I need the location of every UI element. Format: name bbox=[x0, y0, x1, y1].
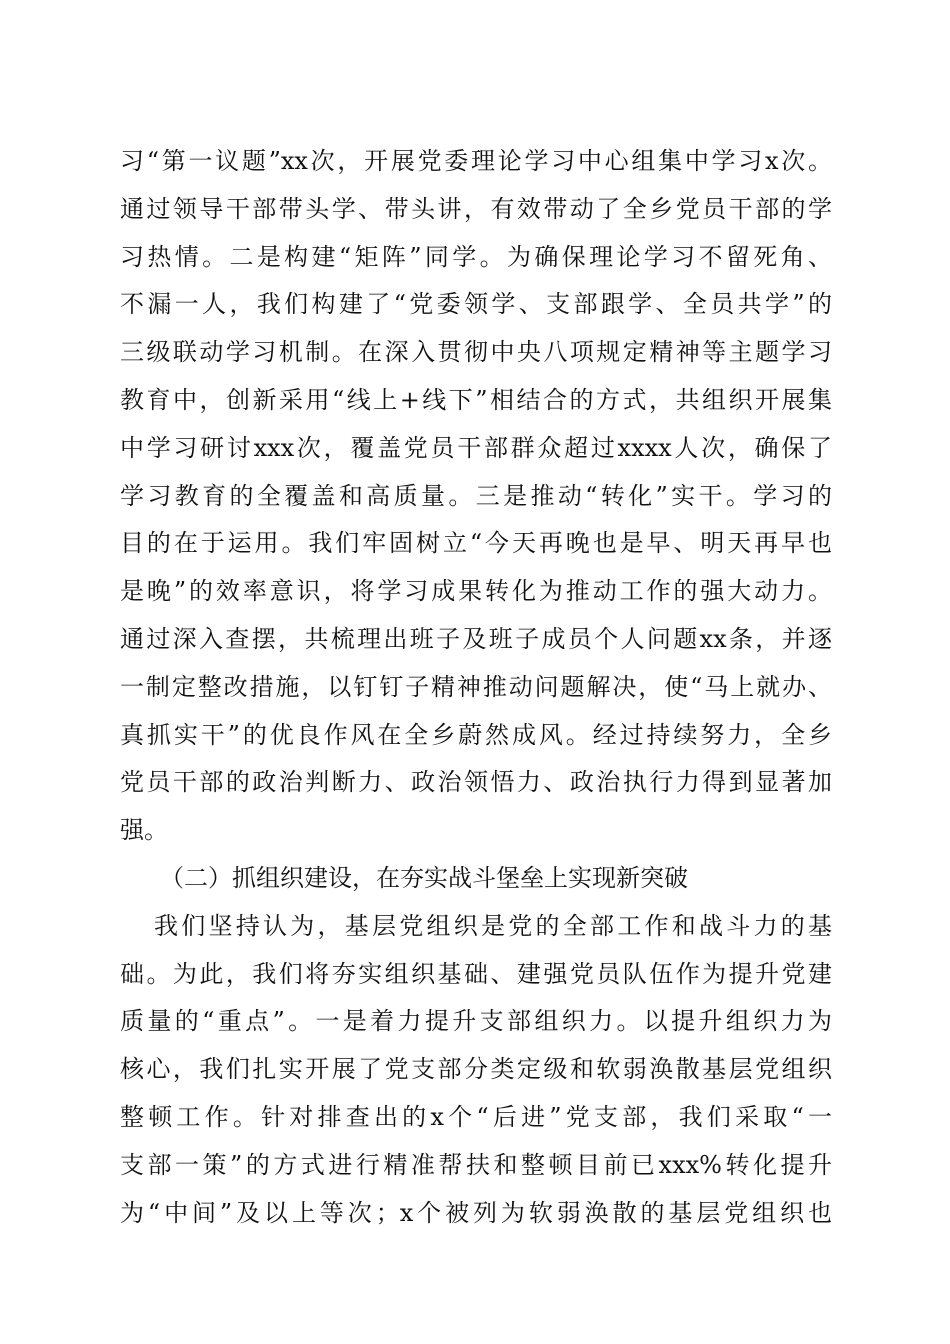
text-line: 我们坚持认为，基层党组织是党的全部工作和战斗力的基 bbox=[154, 911, 832, 940]
text-line: 真抓实干”的优良作风在全乡蔚然成风。经过持续努力，全乡 bbox=[120, 720, 832, 749]
text-line: 习热情。二是构建“矩阵”同学。为确保理论学习不留死角、 bbox=[120, 242, 832, 271]
text-line: 础。为此，我们将夯实组织基础、建强党员队伍作为提升党建 bbox=[120, 959, 832, 988]
text-line: 教育中，创新采用“线上+线下”相结合的方式，共组织开展集 bbox=[120, 385, 832, 414]
text-line: 一制定整改措施，以钉钉子精神推动问题解决，使“马上就办、 bbox=[120, 672, 832, 701]
paragraph-study bbox=[120, 138, 832, 855]
text-line: 质量的“重点”。一是着力提升支部组织力。以提升组织力为 bbox=[120, 1007, 832, 1036]
document-page bbox=[120, 138, 832, 1237]
text-line: 学习教育的全覆盖和高质量。三是推动“转化”实干。学习的 bbox=[120, 481, 832, 510]
text-line: 不漏一人，我们构建了“党委领学、支部跟学、全员共学”的 bbox=[120, 290, 832, 319]
text-line: 通过领导干部带头学、带头讲，有效带动了全乡党员干部的学 bbox=[120, 194, 832, 223]
text-line: 习“第一议题”xx次，开展党委理论学习中心组集中学习x次。 bbox=[120, 147, 832, 175]
text-line: 党员干部的政治判断力、政治领悟力、政治执行力得到显著加 bbox=[120, 768, 832, 797]
paragraph-organization bbox=[120, 903, 832, 1238]
text-line: 为“中间”及以上等次；x个被列为软弱涣散的基层党组织也 bbox=[120, 1198, 832, 1227]
text-line: 目的在于运用。我们牢固树立“今天再晚也是早、明天再早也 bbox=[120, 529, 832, 558]
text-line: 通过深入查摆，共梳理出班子及班子成员个人问题xx条，并逐 bbox=[120, 624, 832, 653]
text-line: 三级联动学习机制。在深入贯彻中央八项规定精神等主题学习 bbox=[120, 338, 832, 367]
section-heading: （二）抓组织建设，在夯实战斗堡垒上实现新突破 bbox=[160, 863, 688, 892]
text-line: 支部一策”的方式进行精准帮扶和整顿目前已xxx%转化提升 bbox=[120, 1150, 832, 1179]
text-line: 整顿工作。针对排查出的x个“后进”党支部，我们采取“一 bbox=[120, 1102, 832, 1131]
text-line: 是晚”的效率意识，将学习成果转化为推动工作的强大动力。 bbox=[120, 577, 832, 606]
text-line: 强。 bbox=[120, 816, 168, 845]
text-line: 中学习研讨xxx次，覆盖党员干部群众超过xxxx人次，确保了 bbox=[120, 433, 832, 462]
text-line: 核心，我们扎实开展了党支部分类定级和软弱涣散基层党组织 bbox=[120, 1055, 832, 1084]
